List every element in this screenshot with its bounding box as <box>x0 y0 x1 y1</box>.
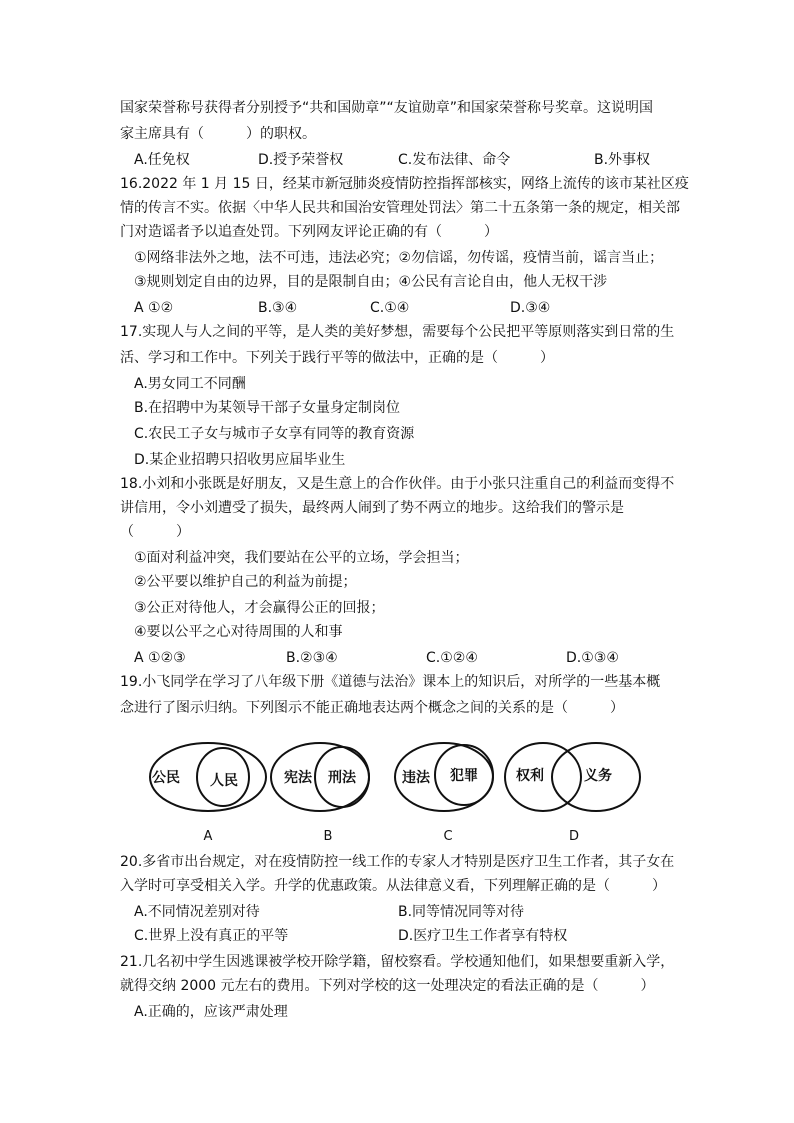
q21-line-1: 21.几名初中学生因逃课被学校开除学籍，留校察看。学校通知他们，如果想要重新入学， <box>120 954 675 970</box>
q18-line-3: （ ） <box>120 524 190 540</box>
q17-option-a[interactable]: A.男女同工不同酬 <box>134 376 246 392</box>
q15-line-2: 家主席具有（ ）的职权。 <box>120 126 316 142</box>
diagram-d-right-label: 义务 <box>584 768 612 784</box>
q19-diagram-letter-c[interactable]: C <box>443 829 453 844</box>
q16-option-d[interactable]: D.③④ <box>510 300 551 316</box>
q17-line-1: 17.实现人与人之间的平等，是人类的美好梦想，需要每个公民把平等原则落实到日常的生 <box>120 324 675 340</box>
q18-statement-2: ②公平要以维护自己的利益为前提； <box>134 574 357 590</box>
q16-option-a[interactable]: A ①② <box>134 300 174 316</box>
q20-option-a[interactable]: A.不同情况差别对待 <box>134 904 260 920</box>
q17-line-2: 活、学习和工作中。下列关于践行平等的做法中，正确的是（ ） <box>120 350 554 366</box>
q16-option-b[interactable]: B.③④ <box>258 300 298 316</box>
diagram-b-inner-label: 刑法 <box>328 770 356 786</box>
q16-line-1: 16.2022 年 1 月 15 日，经某市新冠肺炎疫情防控指挥部核实，网络上流传的该市某社区疫 <box>120 176 689 192</box>
q18-line-2: 讲信用，令小刘遭受了损失，最终两人闹到了势不两立的地步。这给我们的警示是 <box>120 500 624 516</box>
q19-line-1: 19.小飞同学在学习了八年级下册《道德与法治》课本上的知识后，对所学的一些基本概 <box>120 674 661 690</box>
q17-option-c[interactable]: C.农民工子女与城市子女享有同等的教育资源 <box>134 426 415 442</box>
q20-line-1: 20.多省市出台规定，对在疫情防控一线工作的专家人才特别是医疗卫生工作者，其子女在 <box>120 854 675 870</box>
q18-option-a[interactable]: A ①②③ <box>134 650 186 666</box>
q19-line-2: 念进行了图示归纳。下列图示不能正确地表达两个概念之间的关系的是（ ） <box>120 700 624 716</box>
q19-diagram-letter-d[interactable]: D <box>568 829 579 844</box>
q20-option-c[interactable]: C.世界上没有真正的平等 <box>134 928 289 944</box>
q19-diagram-letter-a[interactable]: A <box>203 829 213 844</box>
q21-option-a[interactable]: A.正确的，应该严肃处理 <box>134 1004 288 1020</box>
q16-statements-2: ③规则划定自由的边界，目的是限制自由；④公民有言论自由，他人无权干涉 <box>134 274 608 290</box>
diagram-c-inner-label: 犯罪 <box>450 768 478 784</box>
diagram-b-outer-label: 宪法 <box>284 770 312 786</box>
diagram-c-outer-label: 违法 <box>402 770 430 786</box>
q17-option-b[interactable]: B.在招聘中为某领导干部子女量身定制岗位 <box>134 400 401 416</box>
q15-option-b[interactable]: B.外事权 <box>594 152 651 168</box>
q18-option-c[interactable]: C.①②④ <box>426 650 478 666</box>
q21-line-2: 就得交纳 2000 元左右的费用。下列对学校的这一处理决定的看法正确的是（ ） <box>120 978 655 994</box>
q15-option-c[interactable]: C.发布法律、命令 <box>398 152 511 168</box>
q15-option-a[interactable]: A.任免权 <box>134 152 190 168</box>
q17-option-d[interactable]: D.某企业招聘只招收男应届毕业生 <box>134 452 346 468</box>
q18-line-1: 18.小刘和小张既是好朋友，又是生意上的合作伙伴。由于小张只注重自己的利益而变得不 <box>120 476 675 492</box>
q16-statements-1: ①网络非法外之地，法不可违，违法必究；②勿信谣，勿传谣，疫情当前，谣言当止； <box>134 250 664 266</box>
q18-statement-3: ③公正对待他人，才会赢得公正的回报； <box>134 600 385 616</box>
diagram-d-left-label: 权利 <box>516 768 544 784</box>
q18-statement-4: ④要以公平之心对待周围的人和事 <box>134 624 343 640</box>
q18-statement-1: ①面对利益冲突，我们要站在公平的立场，学会担当； <box>134 550 469 566</box>
q15-line-1: 国家荣誉称号获得者分别授予“共和国勋章”“友谊勋章”和国家荣誉称号奖章。这说明国 <box>120 100 654 116</box>
q18-option-d[interactable]: D.①③④ <box>566 650 619 666</box>
q16-option-c[interactable]: C.①④ <box>370 300 410 316</box>
q18-option-b[interactable]: B.②③④ <box>286 650 338 666</box>
diagram-a-outer-label: 公民 <box>152 770 180 786</box>
q20-option-b[interactable]: B.同等情况同等对待 <box>398 904 525 920</box>
q15-option-d[interactable]: D.授予荣誉权 <box>258 152 344 168</box>
diagram-a-inner-label: 人民 <box>210 773 238 789</box>
q16-line-2: 情的传言不实。依据〈中华人民共和国治安管理处罚法〉第二十五条第一条的规定，相关部 <box>120 200 680 216</box>
q20-line-2: 入学时可享受相关入学。升学的优惠政策。从法律意义看，下列理解正确的是（ ） <box>120 878 666 894</box>
q16-line-3: 门对造谣者予以追查处罚。下列网友评论正确的有（ ） <box>120 224 498 240</box>
q19-diagram-letter-b[interactable]: B <box>323 829 333 844</box>
q20-option-d[interactable]: D.医疗卫生工作者享有特权 <box>398 928 568 944</box>
